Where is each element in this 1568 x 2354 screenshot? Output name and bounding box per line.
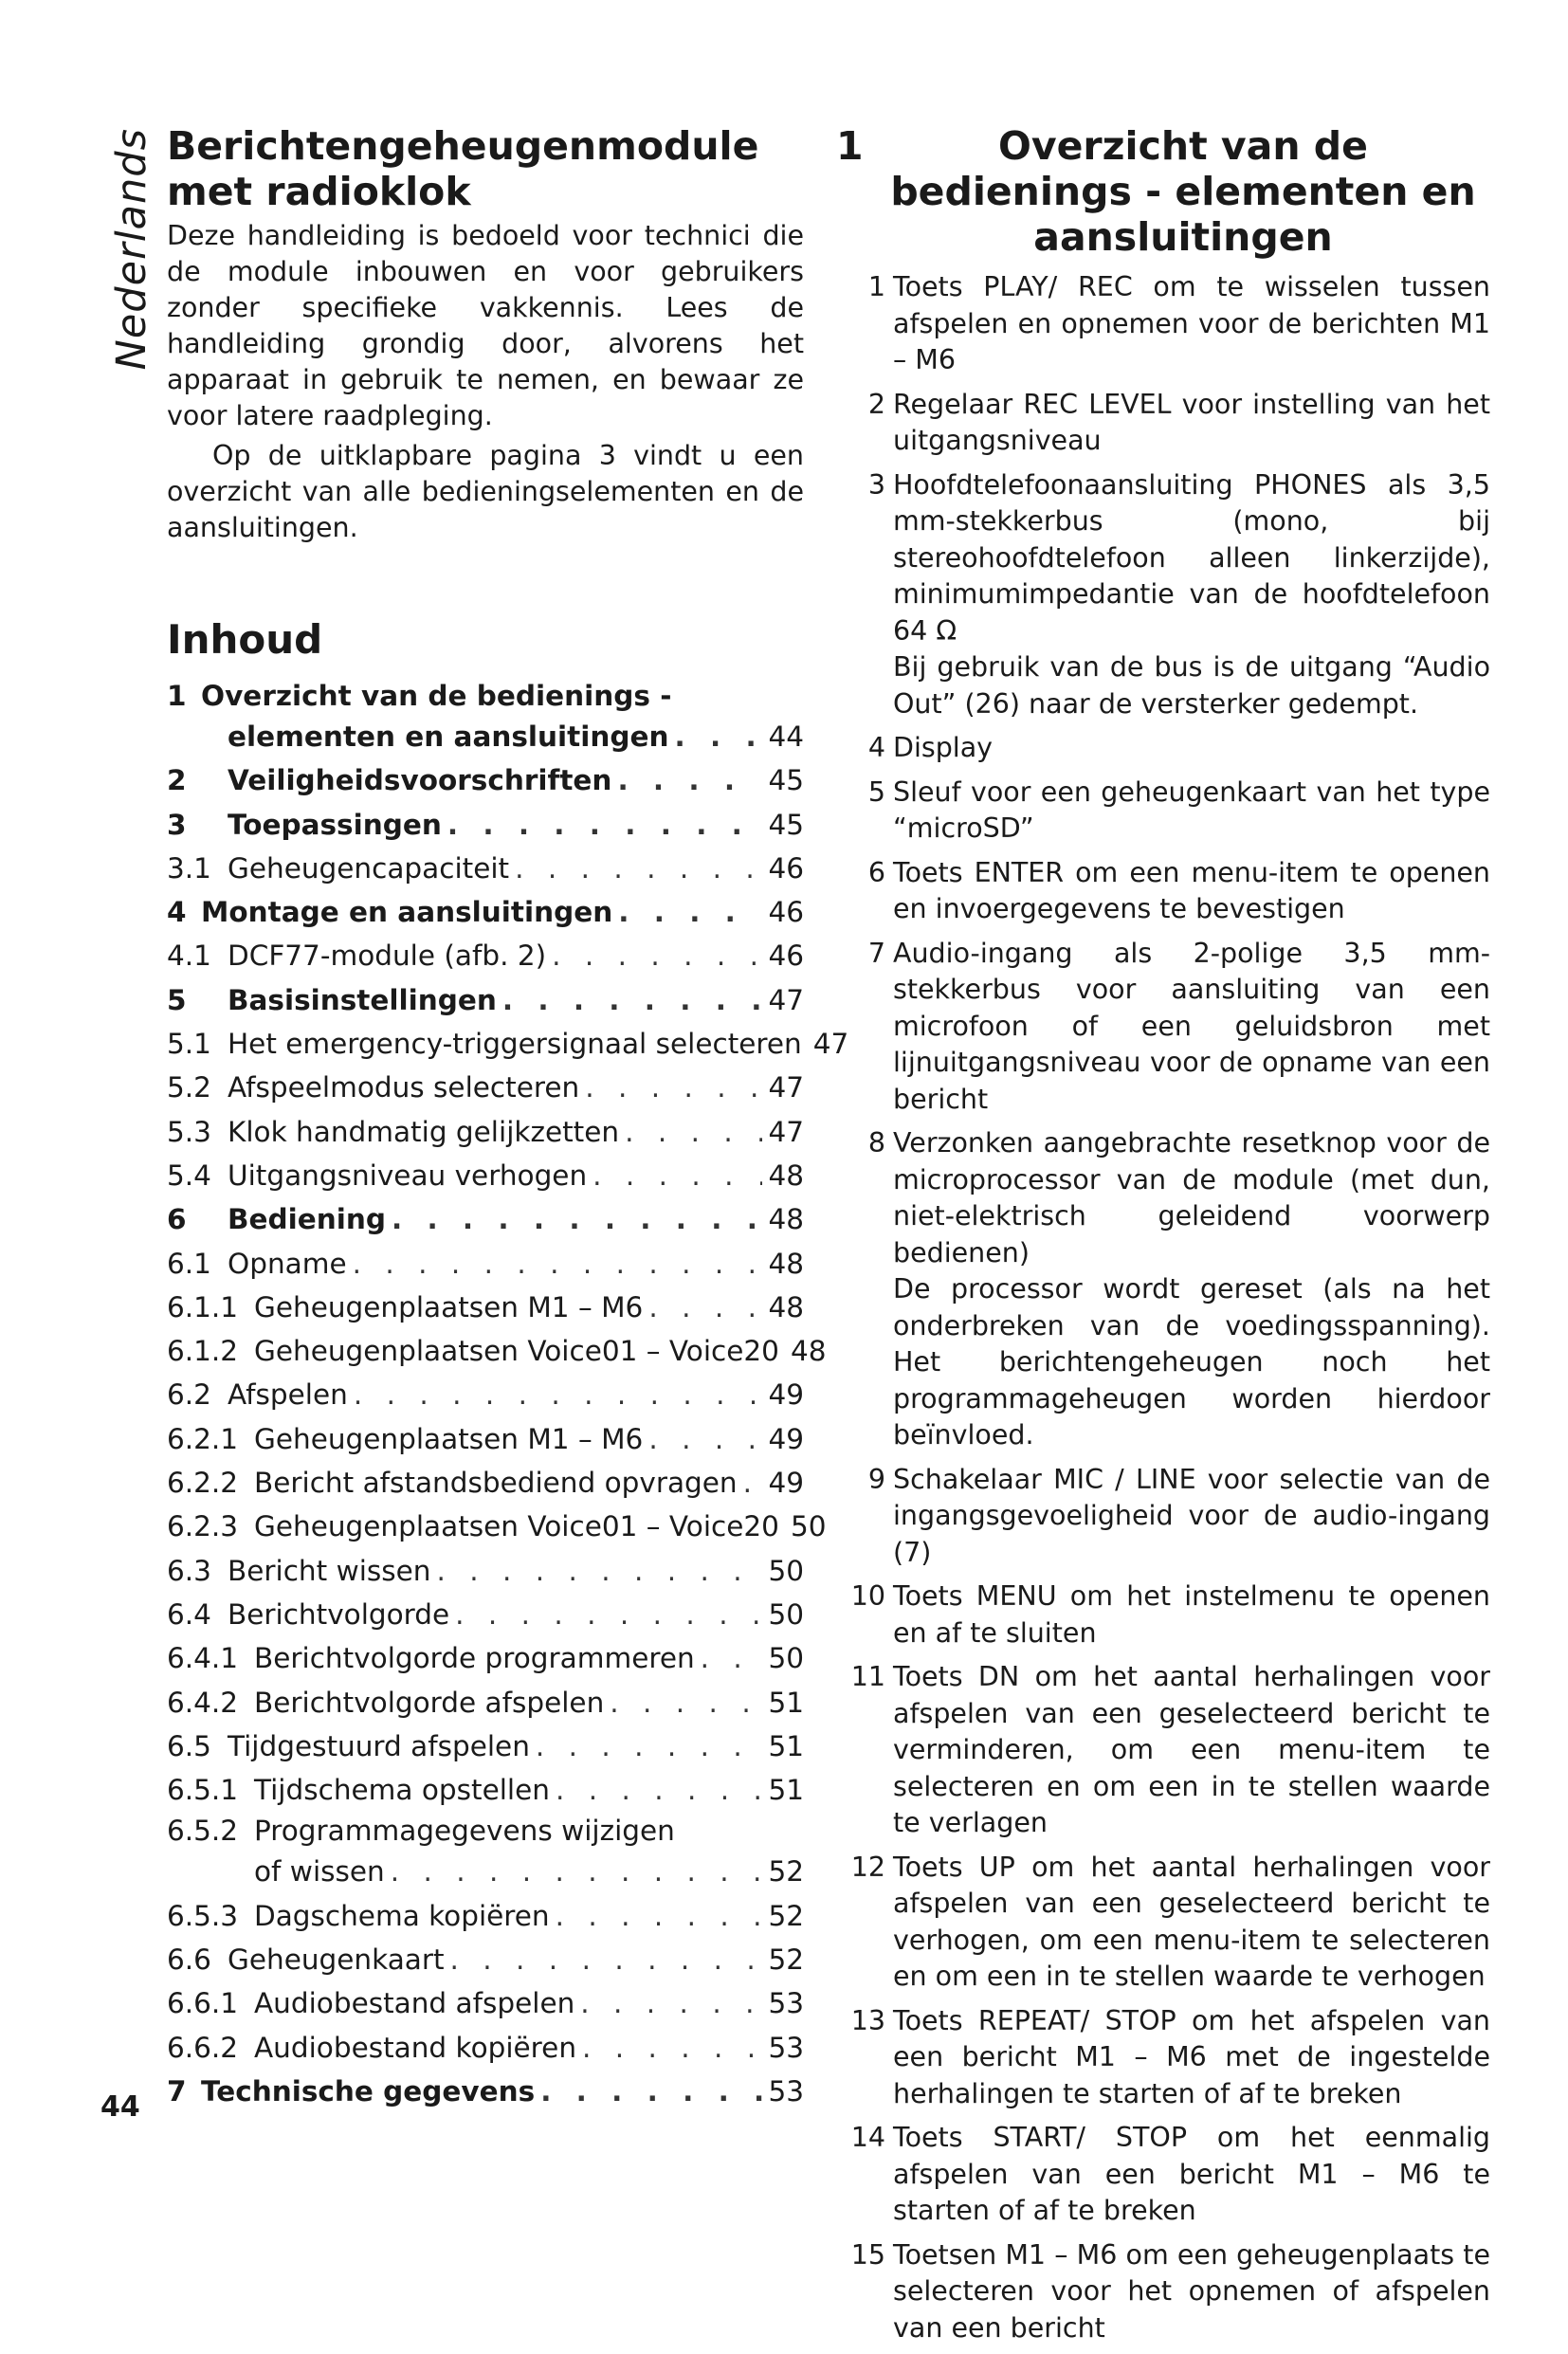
control-item bbox=[836, 775, 1490, 848]
toc-entry bbox=[167, 758, 804, 802]
toc-title: Overzicht van de bedienings - bbox=[201, 680, 672, 712]
toc-title: Geheugenplaatsen M1 – M6 bbox=[254, 1422, 644, 1455]
toc-entry bbox=[167, 715, 804, 758]
toc-leader bbox=[585, 1066, 762, 1109]
toc-leader bbox=[556, 1768, 762, 1812]
control-number: 10 bbox=[850, 1580, 885, 1612]
control-item bbox=[836, 1659, 1490, 1842]
toc-leader bbox=[450, 1938, 763, 1981]
toc-leader bbox=[743, 1461, 763, 1505]
toc-number: 6.2.3 bbox=[167, 1510, 239, 1543]
toc-page-number: 52 bbox=[768, 1855, 804, 1889]
toc-title: Berichtvolgorde programmeren bbox=[254, 1642, 695, 1675]
toc-leader bbox=[353, 1242, 763, 1286]
toc-leader bbox=[580, 1981, 762, 2025]
toc-title: Bericht wissen bbox=[228, 1554, 431, 1587]
toc-number: 2 bbox=[167, 764, 187, 797]
toc-entry bbox=[167, 1417, 804, 1461]
intro-paragraph: Deze handleiding is bedoeld voor technici die de module inbouwen en voor gebruikers zonder specifieke vakkennis. Lees de handleiding grondig door, alvorens het apparaat in gebruik te nemen, en bewaar ze voor latere raadpleging. bbox=[167, 220, 804, 431]
toc-title: Uitgangsniveau verhogen bbox=[228, 1159, 588, 1192]
control-description bbox=[893, 730, 1490, 767]
control-item bbox=[836, 1578, 1490, 1651]
toc-page-number: 50 bbox=[768, 1597, 804, 1631]
toc-number: 6.3 bbox=[167, 1554, 211, 1587]
control-number: 2 bbox=[867, 388, 885, 420]
toc-entry bbox=[167, 1197, 804, 1241]
toc-page-number: 53 bbox=[768, 2031, 804, 2064]
toc-title: Bericht afstandsbediend opvragen bbox=[254, 1467, 738, 1500]
control-description-text: Hoofdtelefoonaansluiting PHONES als 3,5 mm-stekkerbus (mono, bij stereohoofdtelefoon alleen linkerzijde), minimumimpedantie van de hoofdtelefoon 64 Ω bbox=[893, 468, 1490, 647]
toc-page-number: 53 bbox=[768, 2074, 804, 2108]
toc-leader bbox=[392, 1197, 762, 1241]
control-description-text: Verzonken aangebrachte resetknop voor de microprocessor van de module (met dun, niet-elektrisch geleidend voorwerp bedienen) bbox=[893, 1127, 1490, 1268]
toc-leader bbox=[617, 758, 762, 802]
toc-number: 4 bbox=[167, 896, 187, 929]
toc-page-number: 46 bbox=[768, 851, 804, 885]
toc-entry bbox=[167, 1894, 804, 1938]
toc-page-number: 49 bbox=[768, 1422, 804, 1455]
control-item bbox=[836, 936, 1490, 1119]
toc-title: Klok handmatig gelijkzetten bbox=[228, 1115, 620, 1148]
control-description bbox=[893, 467, 1490, 723]
toc-page-number: 50 bbox=[790, 1510, 827, 1543]
control-description bbox=[893, 2237, 1490, 2347]
toc-title: Berichtvolgorde afspelen bbox=[254, 1686, 605, 1719]
toc-title: Dagschema kopiëren bbox=[254, 1899, 550, 1932]
control-item bbox=[836, 855, 1490, 928]
toc-page-number: 49 bbox=[768, 1378, 804, 1412]
toc-title: Geheugenplaatsen Voice01 – Voice20 bbox=[254, 1510, 779, 1543]
section-title-text: Overzicht van de bedienings - elementen en aansluitingen bbox=[890, 123, 1476, 260]
toc-leader bbox=[593, 1154, 762, 1197]
control-item bbox=[836, 387, 1490, 460]
intro-paragraph-2: Op de uitklapbare pagina 3 vindt u een overzicht van alle bedieningselementen en de aansluitingen. bbox=[167, 440, 804, 543]
toc-leader bbox=[540, 2070, 762, 2113]
toc-title: Geheugenkaart bbox=[228, 1943, 445, 1977]
toc-entry bbox=[167, 2070, 804, 2113]
toc-leader bbox=[701, 1636, 763, 1680]
toc-number: 6.4.2 bbox=[167, 1686, 239, 1719]
toc-page-number: 47 bbox=[812, 1028, 849, 1061]
toc-leader bbox=[556, 1894, 763, 1938]
toc-title: Programmagegevens wijzigen bbox=[254, 1815, 675, 1848]
toc-page-number: 49 bbox=[768, 1467, 804, 1500]
control-description bbox=[893, 1659, 1490, 1842]
toc-entry bbox=[167, 890, 804, 934]
toc-title: Berichtvolgorde bbox=[228, 1597, 450, 1631]
toc-entry bbox=[167, 978, 804, 1022]
toc-number: 6.1 bbox=[167, 1247, 211, 1280]
toc-number: 6.1.1 bbox=[167, 1290, 239, 1323]
control-number: 15 bbox=[850, 2238, 885, 2271]
toc-leader bbox=[674, 715, 762, 758]
toc-number: 7 bbox=[167, 2074, 187, 2108]
toc-number: 5.2 bbox=[167, 1071, 211, 1104]
toc-title: Afspeelmodus selecteren bbox=[228, 1071, 580, 1104]
toc-title: Het emergency-triggersignaal selecteren bbox=[228, 1028, 802, 1061]
control-item bbox=[836, 1850, 1490, 1996]
control-item bbox=[836, 2237, 1490, 2347]
toc-entry bbox=[167, 1812, 804, 1850]
control-note: Bij gebruik van de bus is de uitgang “Audio Out” (26) naar de versterker gedempt. bbox=[893, 651, 1490, 720]
toc-number: 6.4.1 bbox=[167, 1642, 239, 1675]
toc-number: 1 bbox=[167, 680, 187, 712]
control-description-text: Toets REPEAT/ STOP om het afspelen van een bericht M1 – M6 met de ingestelde herhalingen te starten of af te breken bbox=[893, 2004, 1490, 2109]
toc-title: DCF77-module (afb. 2) bbox=[228, 940, 547, 973]
toc-page-number: 53 bbox=[768, 1987, 804, 2020]
toc-number: 5.3 bbox=[167, 1115, 211, 1148]
control-description-text: Schakelaar MIC / LINE voor selectie van de ingangsgevoeligheid voor de audio-ingang (7) bbox=[893, 1463, 1490, 1568]
toc-entry bbox=[167, 1022, 849, 1066]
control-number: 12 bbox=[850, 1851, 885, 1883]
control-item bbox=[836, 2120, 1490, 2230]
toc-number: 6.2.1 bbox=[167, 1422, 239, 1455]
control-description bbox=[893, 2003, 1490, 2113]
toc-entry bbox=[167, 1850, 804, 1893]
control-description bbox=[893, 1850, 1490, 1996]
toc-title: Geheugenplaatsen M1 – M6 bbox=[254, 1290, 644, 1323]
toc-entry bbox=[167, 934, 804, 977]
toc-entry bbox=[167, 1461, 804, 1505]
toc-entry bbox=[167, 1154, 804, 1197]
toc-number: 5.4 bbox=[167, 1159, 211, 1192]
right-column bbox=[836, 123, 1490, 2354]
controls-list bbox=[836, 269, 1490, 2346]
table-of-contents bbox=[167, 677, 849, 2113]
toc-title-continued: of wissen bbox=[254, 1855, 385, 1889]
toc-page-number: 48 bbox=[768, 1247, 804, 1280]
toc-page-number: 47 bbox=[768, 1071, 804, 1104]
control-number: 1 bbox=[867, 271, 885, 302]
toc-title: Technische gegevens bbox=[201, 2074, 536, 2108]
toc-entry bbox=[167, 1505, 827, 1548]
toc-entry bbox=[167, 1329, 827, 1373]
toc-title: Tijdschema opstellen bbox=[254, 1774, 550, 1807]
toc-number: 4.1 bbox=[167, 940, 211, 973]
control-description-text: Toets ENTER om een menu-item te openen en invoergegevens te bevestigen bbox=[893, 856, 1490, 924]
toc-leader bbox=[618, 890, 762, 934]
toc-page-number: 46 bbox=[768, 896, 804, 929]
toc-leader bbox=[436, 1549, 762, 1593]
toc-entry bbox=[167, 1636, 804, 1680]
toc-leader bbox=[455, 1593, 762, 1636]
control-description bbox=[893, 1462, 1490, 1572]
toc-title: Geheugencapaciteit bbox=[228, 851, 510, 885]
toc-title: Montage en aansluitingen bbox=[201, 896, 613, 929]
toc-entry bbox=[167, 847, 804, 890]
control-number: 4 bbox=[867, 732, 885, 763]
control-number: 6 bbox=[867, 856, 885, 888]
toc-number: 6.1.2 bbox=[167, 1335, 239, 1368]
toc-number: 3.1 bbox=[167, 851, 211, 885]
toc-leader bbox=[625, 1110, 762, 1154]
toc-page-number: 52 bbox=[768, 1899, 804, 1932]
toc-number: 3 bbox=[167, 808, 187, 841]
toc-entry bbox=[167, 2026, 804, 2070]
control-description bbox=[893, 387, 1490, 460]
section-number: 1 bbox=[836, 123, 864, 169]
toc-number: 6.5 bbox=[167, 1729, 211, 1762]
control-description bbox=[893, 2120, 1490, 2230]
toc-title: Basisinstellingen bbox=[228, 983, 497, 1016]
toc-page-number: 50 bbox=[768, 1642, 804, 1675]
toc-leader bbox=[515, 847, 762, 890]
toc-entry bbox=[167, 1373, 804, 1416]
toc-number: 6.5.2 bbox=[167, 1815, 239, 1848]
control-number: 13 bbox=[850, 2004, 885, 2036]
toc-entry bbox=[167, 1938, 804, 1981]
toc-leader bbox=[502, 978, 763, 1022]
toc-leader bbox=[536, 1724, 763, 1768]
toc-number: 6.2.2 bbox=[167, 1467, 239, 1500]
toc-entry bbox=[167, 1724, 804, 1768]
control-description-text: Toets DN om het aantal herhalingen voor afspelen van een geselecteerd bericht te verminderen, om een menu-item te selecteren en om een in te stellen waarde te verlagen bbox=[893, 1661, 1490, 1838]
toc-page-number: 45 bbox=[768, 764, 804, 797]
toc-title: Bediening bbox=[228, 1203, 386, 1236]
toc-leader bbox=[447, 803, 763, 847]
control-item bbox=[836, 269, 1490, 379]
control-item bbox=[836, 1462, 1490, 1572]
toc-number: 6.6.2 bbox=[167, 2031, 239, 2064]
toc-page-number: 48 bbox=[768, 1290, 804, 1323]
control-description-text: Toets MENU om het instelmenu te openen en af te sluiten bbox=[893, 1580, 1490, 1649]
control-number: 8 bbox=[867, 1127, 885, 1159]
toc-title: Audiobestand kopiëren bbox=[254, 2031, 577, 2064]
toc-heading: Inhoud bbox=[167, 616, 323, 663]
toc-leader bbox=[354, 1373, 763, 1416]
toc-entry bbox=[167, 1549, 804, 1593]
toc-page-number: 48 bbox=[790, 1335, 827, 1368]
toc-number: 6.6 bbox=[167, 1943, 211, 1977]
toc-title: Afspelen bbox=[228, 1378, 348, 1412]
control-number: 14 bbox=[850, 2122, 885, 2153]
control-number: 7 bbox=[867, 937, 885, 969]
toc-number: 6.2 bbox=[167, 1378, 211, 1412]
toc-page-number: 51 bbox=[768, 1774, 804, 1807]
control-description bbox=[893, 269, 1490, 379]
control-description bbox=[893, 1125, 1490, 1454]
toc-page-number: 45 bbox=[768, 808, 804, 841]
control-description-text: Sleuf voor een geheugenkaart van het type “microSD” bbox=[893, 776, 1490, 844]
toc-number: 6.6.1 bbox=[167, 1987, 239, 2020]
toc-number: 6.4 bbox=[167, 1597, 211, 1631]
control-item bbox=[836, 1125, 1490, 1454]
section-title bbox=[836, 123, 1490, 260]
toc-page-number: 44 bbox=[768, 721, 804, 753]
toc-entry bbox=[167, 803, 804, 847]
control-item bbox=[836, 730, 1490, 767]
language-label: Nederlands bbox=[108, 128, 155, 371]
toc-entry bbox=[167, 1593, 804, 1636]
control-description-text: Toets UP om het aantal herhalingen voor afspelen van een geselecteerd bericht te verhogen, om een menu-item te selecteren en om een in te stellen waarde te verhogen bbox=[893, 1851, 1490, 1992]
control-description-text: Audio-ingang als 2-polige 3,5 mm-stekkerbus voor aansluiting van een microfoon of een geluidsbron met lijnuitgangsniveau voor de opname van een bericht bbox=[893, 937, 1490, 1115]
toc-title: Veiligheidsvoorschriften bbox=[228, 764, 612, 797]
toc-leader bbox=[582, 2026, 762, 2070]
toc-title: Audiobestand afspelen bbox=[254, 1987, 575, 2020]
toc-page-number: 47 bbox=[768, 983, 804, 1016]
toc-entry bbox=[167, 1981, 804, 2025]
toc-title: Tijdgestuurd afspelen bbox=[228, 1729, 530, 1762]
toc-entry bbox=[167, 677, 804, 715]
toc-number: 5.1 bbox=[167, 1028, 211, 1061]
toc-entry bbox=[167, 1242, 804, 1286]
toc-number: 5 bbox=[167, 983, 187, 1016]
toc-page-number: 51 bbox=[768, 1729, 804, 1762]
toc-title-continued: elementen en aansluitingen bbox=[228, 721, 669, 753]
control-description-text: Toets PLAY/ REC om te wisselen tussen afspelen en opnemen voor de berichten M1 – M6 bbox=[893, 271, 1490, 375]
control-note: De processor wordt gereset (als na het onderbreken van de voedingsspanning). Het berichtengeheugen noch het programmageheugen worden hierdoor beïnvloed. bbox=[893, 1273, 1490, 1451]
left-column bbox=[167, 123, 849, 2113]
toc-entry bbox=[167, 1110, 804, 1154]
control-item bbox=[836, 2003, 1490, 2113]
control-description bbox=[893, 1578, 1490, 1651]
control-number: 5 bbox=[867, 776, 885, 808]
toc-entry bbox=[167, 1768, 804, 1812]
toc-leader bbox=[552, 934, 762, 977]
control-number: 11 bbox=[850, 1661, 885, 1692]
toc-title: Toepassingen bbox=[228, 808, 442, 841]
control-description-text: Regelaar REC LEVEL voor instelling van het uitgangsniveau bbox=[893, 388, 1490, 456]
control-description-text: Toets START/ STOP om het eenmalig afspelen van een bericht M1 – M6 te starten of af te breken bbox=[893, 2122, 1490, 2226]
control-item bbox=[836, 467, 1490, 723]
toc-leader bbox=[610, 1681, 762, 1724]
toc-leader bbox=[391, 1850, 763, 1893]
toc-page-number: 48 bbox=[768, 1159, 804, 1192]
toc-entry bbox=[167, 1066, 804, 1109]
toc-page-number: 48 bbox=[768, 1203, 804, 1236]
toc-number: 6.5.1 bbox=[167, 1774, 239, 1807]
toc-number: 6 bbox=[167, 1203, 187, 1236]
page-number: 44 bbox=[100, 2090, 140, 2124]
control-description bbox=[893, 855, 1490, 928]
control-description-text: Toetsen M1 – M6 om een geheugenplaats te selecteren voor het opnemen of afspelen van een bericht bbox=[893, 2238, 1490, 2344]
toc-page-number: 52 bbox=[768, 1943, 804, 1977]
toc-page-number: 51 bbox=[768, 1686, 804, 1719]
toc-title: Opname bbox=[228, 1247, 347, 1280]
toc-page-number: 46 bbox=[768, 940, 804, 973]
toc-entry bbox=[167, 1681, 804, 1724]
toc-number: 6.5.3 bbox=[167, 1899, 239, 1932]
control-description bbox=[893, 775, 1490, 848]
toc-entry bbox=[167, 1286, 804, 1329]
control-number: 3 bbox=[867, 468, 885, 501]
toc-leader bbox=[648, 1417, 762, 1461]
control-description bbox=[893, 936, 1490, 1119]
control-number: 9 bbox=[867, 1463, 885, 1495]
toc-title: Geheugenplaatsen Voice01 – Voice20 bbox=[254, 1335, 779, 1368]
toc-leader bbox=[648, 1286, 762, 1329]
toc-page-number: 50 bbox=[768, 1554, 804, 1587]
toc-page-number: 47 bbox=[768, 1115, 804, 1148]
control-description-text: Display bbox=[893, 732, 994, 763]
document-title: Berichtengeheugenmodule met radioklok bbox=[167, 123, 759, 214]
